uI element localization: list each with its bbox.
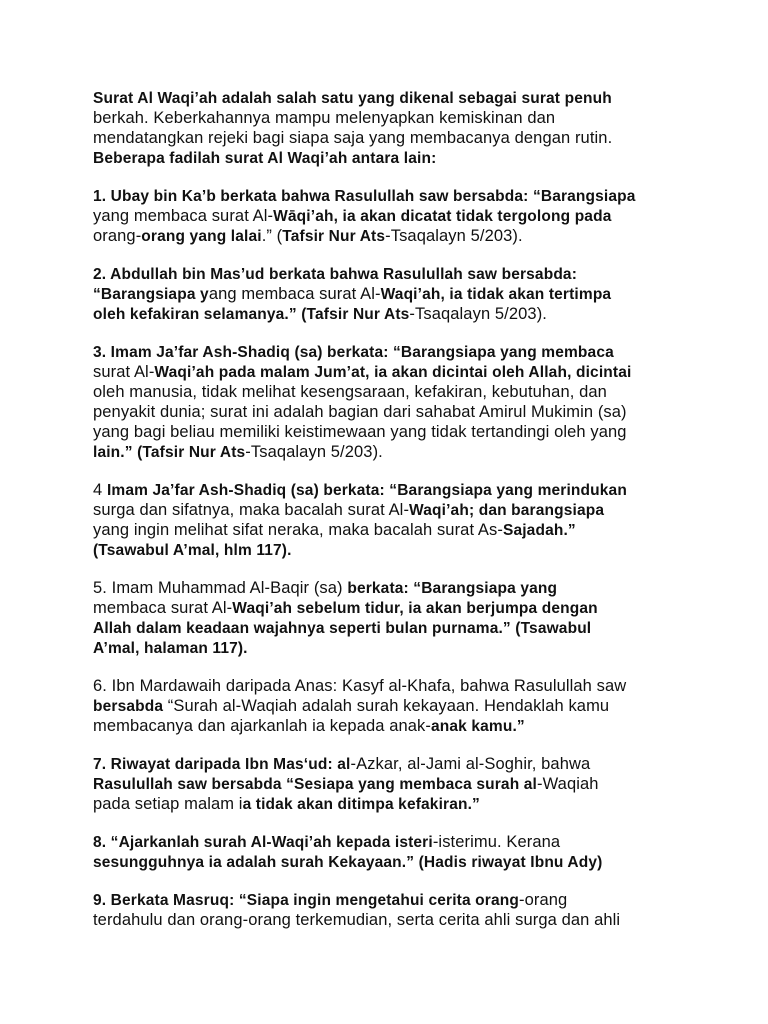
text-segment: yang membaca surat Al- bbox=[93, 207, 274, 225]
text-segment: terdahulu dan orang-orang terkemudian, serta cerita ahli surga dan ahli bbox=[93, 911, 621, 929]
text-line bbox=[93, 618, 591, 639]
text-line bbox=[93, 832, 560, 853]
text-line bbox=[93, 716, 525, 737]
bold-text-segment: 2. Abdullah bin Mas’ud berkata bahwa Rasulullah saw bersabda: bbox=[93, 266, 578, 283]
bold-text-segment: Waqi’ah; dan barangsiapa bbox=[409, 502, 605, 519]
text-line bbox=[93, 676, 626, 696]
text-segment: membacanya dan ajarkanlah ia kepada anak- bbox=[93, 717, 431, 735]
text-segment: surga dan sifatnya, maka bacalah surat Al- bbox=[93, 501, 410, 519]
text-line bbox=[93, 500, 604, 521]
text-line bbox=[93, 342, 614, 363]
bold-text-segment: a tidak akan ditimpa kefakiran.” bbox=[242, 796, 480, 813]
bold-text-segment: Waqi’ah, ia tidak akan tertimpa bbox=[380, 286, 612, 303]
bold-text-segment: 7. Riwayat daripada Ibn Mas‘ud: al bbox=[93, 756, 351, 773]
text-segment: 4 bbox=[93, 481, 107, 499]
text-line bbox=[93, 226, 523, 247]
text-line bbox=[93, 382, 607, 402]
bold-text-segment: Waqi’ah sebelum tidur, ia akan berjumpa dengan bbox=[232, 600, 598, 617]
text-line bbox=[93, 754, 590, 775]
text-line bbox=[93, 88, 612, 109]
bold-text-segment: Beberapa fadilah surat Al Waqi’ah antara lain: bbox=[93, 150, 437, 167]
text-segment: -orang bbox=[519, 891, 568, 909]
text-line bbox=[93, 794, 480, 815]
text-segment: yang bagi beliau memiliki keistimewaan yang tidak tertandingi oleh yang bbox=[93, 423, 627, 441]
bold-text-segment: “Barangsiapa y bbox=[93, 286, 209, 303]
text-line bbox=[93, 422, 627, 442]
bold-text-segment: 9. Berkata Masruq: “Siapa ingin mengetahui cerita orang bbox=[93, 892, 519, 909]
bold-text-segment: bersabda bbox=[93, 698, 164, 715]
bold-text-segment: (Tsawabul A’mal, hlm 117). bbox=[93, 542, 292, 559]
text-segment: pada setiap malam i bbox=[93, 795, 243, 813]
text-line bbox=[93, 402, 627, 422]
bold-text-segment: lain.” (Tafsir Nur Ats bbox=[93, 444, 246, 461]
bold-text-segment: berkata: “Barangsiapa yang bbox=[347, 580, 558, 597]
text-line bbox=[93, 598, 598, 619]
bold-text-segment: anak kamu.” bbox=[430, 718, 525, 735]
bold-text-segment: 8. “Ajarkanlah surah Al-Waqi’ah kepada isteri bbox=[93, 834, 433, 851]
text-line bbox=[93, 540, 292, 561]
bold-text-segment: orang yang lalai bbox=[141, 228, 262, 245]
bold-text-segment: 3. Imam Ja’far Ash-Shadiq (sa) berkata: “Barangsiapa yang membaca bbox=[93, 344, 614, 361]
text-line bbox=[93, 442, 383, 463]
text-segment: 6. Ibn Mardawaih daripada Anas: Kasyf al-Khafa, bahwa Rasulullah saw bbox=[93, 677, 627, 695]
text-segment: orang- bbox=[93, 227, 142, 245]
text-line bbox=[93, 128, 612, 148]
text-segment: -Azkar, al-Jami al-Soghir, bahwa bbox=[350, 755, 591, 773]
text-segment: -Tsaqalayn 5/203). bbox=[245, 443, 383, 461]
text-line bbox=[93, 578, 557, 599]
text-line bbox=[93, 284, 611, 305]
bold-text-segment: Tafsir Nur Ats bbox=[282, 228, 386, 245]
text-segment: -Tsaqalayn 5/203). bbox=[409, 305, 547, 323]
text-segment: oleh manusia, tidak melihat kesengsaraan, kefakiran, kebutuhan, dan bbox=[93, 383, 607, 401]
text-line bbox=[93, 890, 567, 911]
text-line bbox=[93, 186, 636, 207]
text-segment: berkah. Keberkahannya mampu melenyapkan kemiskinan dan bbox=[93, 109, 556, 127]
text-segment: membaca surat Al- bbox=[93, 599, 233, 617]
bold-text-segment: Allah dalam keadaan wajahnya seperti bulan purnama.” (Tsawabul bbox=[93, 620, 592, 637]
text-line bbox=[93, 480, 627, 501]
text-line bbox=[93, 148, 436, 169]
bold-text-segment: oleh kefakiran selamanya.” (Tafsir Nur Ats bbox=[93, 306, 410, 323]
text-line bbox=[93, 638, 248, 659]
text-segment: .” ( bbox=[261, 227, 283, 245]
text-segment: -isterimu. Kerana bbox=[432, 833, 561, 851]
bold-text-segment: Sajadah.” bbox=[502, 522, 576, 539]
text-segment: -Tsaqalayn 5/203). bbox=[385, 227, 523, 245]
text-line bbox=[93, 264, 577, 285]
text-line bbox=[93, 696, 609, 717]
text-segment: -Waqiah bbox=[537, 775, 599, 793]
bold-text-segment: 1. Ubay bin Ka’b berkata bahwa Rasulullah saw bersabda: “Barangsiapa bbox=[93, 188, 636, 205]
text-segment: surat Al- bbox=[93, 363, 155, 381]
text-segment: 5. Imam Muhammad Al-Baqir (sa) bbox=[93, 579, 348, 597]
text-line bbox=[93, 304, 547, 325]
bold-text-segment: Rasulullah saw bersabda “Sesiapa yang membaca surah al bbox=[93, 776, 538, 793]
text-line bbox=[93, 206, 611, 227]
text-line bbox=[93, 910, 620, 930]
bold-text-segment: Waqi’ah pada malam Jum’at, ia akan dicintai oleh Allah, dicintai bbox=[154, 364, 632, 381]
text-line bbox=[93, 852, 602, 873]
bold-text-segment: A’mal, halaman 117). bbox=[93, 640, 248, 657]
text-line bbox=[93, 520, 576, 541]
text-segment: ang membaca surat Al- bbox=[208, 285, 381, 303]
bold-text-segment: Wāqi’ah, ia akan dicatat tidak tergolong pada bbox=[273, 208, 612, 225]
text-line bbox=[93, 108, 555, 128]
text-line bbox=[93, 774, 599, 795]
text-segment: penyakit dunia; surat ini adalah bagian dari sahabat Amirul Mukimin (sa) bbox=[93, 403, 627, 421]
text-line bbox=[93, 362, 631, 383]
text-segment: yang ingin melihat sifat neraka, maka bacalah surat As- bbox=[93, 521, 503, 539]
text-segment: “Surah al-Waqiah adalah surah kekayaan. Hendaklah kamu bbox=[163, 697, 610, 715]
bold-text-segment: Surat Al Waqi’ah adalah salah satu yang dikenal sebagai surat penuh bbox=[93, 90, 612, 107]
bold-text-segment: Imam Ja’far Ash-Shadiq (sa) berkata: “Barangsiapa yang merindukan bbox=[106, 482, 627, 499]
bold-text-segment: sesungguhnya ia adalah surah Kekayaan.” (Hadis riwayat Ibnu Ady) bbox=[93, 854, 603, 871]
text-segment: mendatangkan rejeki bagi siapa saja yang membacanya dengan rutin. bbox=[93, 129, 613, 147]
